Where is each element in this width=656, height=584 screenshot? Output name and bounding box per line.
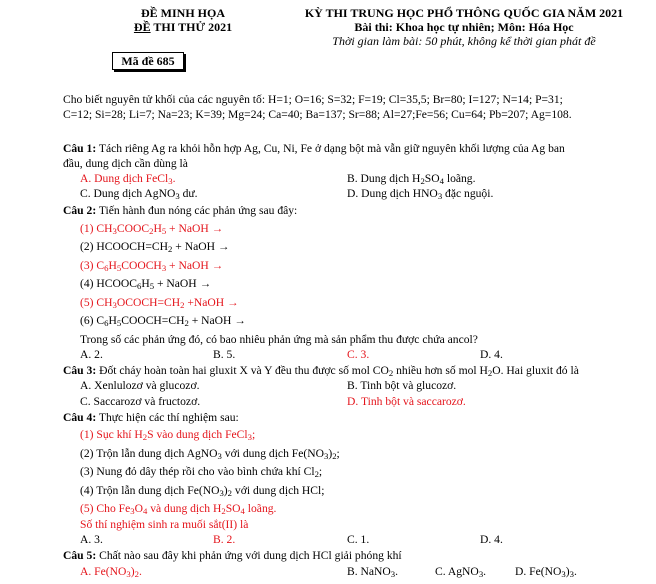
exam-duration: Thời gian làm bài: 50 phút, không kể thời gian phát đề [332,34,596,48]
q2-reaction-6: (6) $C_6H_5COOCH=CH_2$ + NaOH → [80,314,246,328]
q2-option-d: D. 4. [480,348,503,361]
header-title: ĐỀ MINH HỌA [141,6,225,20]
q3-option-b: B. Tinh bột và glucozơ. [347,379,457,392]
q4-option-a: A. 3. [80,533,103,546]
q3-option-d: D. Tinh bột và saccarozơ. [347,395,466,408]
q4-experiment-4: (4) Trộn lẫn dung dịch $Fe(NO_3)_2$ với dung dịch HCl; [80,484,325,498]
q1-option-a: A. Dung dịch FeCl$_3$. [80,172,176,186]
q2-question: Trong số các phản ứng đó, có bao nhiêu phản ứng mà sản phẩm thu được chứa ancol? [80,333,478,346]
q4-option-b: B. 2. [213,533,236,546]
q3-option-a: A. Xenlulozơ và glucozơ. [80,379,200,392]
q2-option-b: B. 5. [213,348,236,361]
atomic-mass-line-2: C=12; Si=28; Li=7; Na=23; K=39; Mg=24; Ca=40; Ba=137; Sr=88; Al=27;Fe=56; Cu=64; Pb=207; Ag=108. [63,108,572,121]
q1-stem-line-2: đầu, dung dịch cần dùng là [63,157,188,170]
q1-option-b: B. Dung dịch $H_2SO_4$ loãng. [347,172,476,186]
q3-stem: Câu 3: Đốt cháy hoàn toàn hai gluxit X và Y đều thu được số mol $CO_2$ nhiều hơn số mol $H_2O$. Hai gluxit đó là [63,364,579,378]
q2-reaction-3: (3) $C_6H_5COOCH_3$ + NaOH → [80,259,224,273]
header-right [272,6,656,48]
q4-option-d: D. 4. [480,533,503,546]
q2-option-a: A. 2. [80,348,103,361]
q5-option-a: A. $Fe(NO_3)_2$. [80,565,142,579]
exam-subject: Bài thi: Khoa học tự nhiên; Môn: Hóa Học [354,20,574,34]
exam-name: KỲ THI TRUNG HỌC PHỔ THÔNG QUỐC GIA NĂM 2021 [304,6,624,20]
header-subtitle: ĐỀ THI THỬ 2021 [133,20,233,34]
q1-stem-line-1: Câu 1: Tách riêng Ag ra khỏi hỗn hợp Ag, Cu, Ni, Fe ở dạng bột mà vẫn giữ nguyên khối lượng của Ag ban [63,142,565,155]
q4-experiment-5: (5) Cho $Fe_3O_4$ và dung dịch $H_2SO_4$ loãng. [80,502,277,516]
q2-option-c: C. 3. [347,348,370,361]
q1-option-d: D. Dung dịch $HNO_3$ đặc nguội. [347,187,494,201]
q2-reaction-5: (5) $CH_3OCOCH=CH_2$ +NaOH → [80,296,239,310]
q4-option-c: C. 1. [347,533,370,546]
q4-stem: Câu 4: Thực hiện các thí nghiệm sau: [63,411,239,424]
q4-experiment-2: (2) Trộn lẫn dung dịch AgNO$_3$ với dung dịch $Fe(NO_3)_2$; [80,447,340,461]
q3-option-c: C. Saccarozơ và fructozơ. [80,395,201,408]
q2-reaction-4: (4) $HCOOC_6H_5$ + NaOH → [80,277,212,291]
q4-experiment-1: (1) Sục khí $H_2S$ vào dung dịch FeCl$_3$; [80,428,256,442]
header-left [78,6,288,34]
q2-reaction-1: (1) $CH_3COOC_2H_5$ + NaOH → [80,222,224,236]
q5-option-d: D. $Fe(NO_3)_3$. [515,565,577,579]
q2-stem: Câu 2: Tiến hành đun nóng các phản ứng sau đây: [63,204,298,217]
q4-question: Số thí nghiệm sinh ra muối sắt(II) là [80,518,249,531]
q5-stem: Câu 5: Chất nào sau đây khi phản ứng với dung dịch HCl giải phóng khí [63,549,402,562]
q5-option-c: C. AgNO$_3$. [435,565,487,579]
q5-option-b: B. NaNO$_3$. [347,565,399,579]
atomic-mass-line-1: Cho biết nguyên tử khối của các nguyên tố: H=1; O=16; S=32; F=19; Cl=35,5; Br=80; I=127; N=14; P=31; [63,93,563,106]
q1-option-c: C. Dung dịch AgNO$_3$ dư. [80,187,198,201]
q4-experiment-3: (3) Nung đỏ dây thép rồi cho vào bình chứa khí $Cl_2$; [80,465,323,479]
q2-reaction-2: (2) $HCOOCH=CH_2$ + NaOH → [80,240,230,254]
exam-code-box: Mã đề 685 [112,52,184,70]
